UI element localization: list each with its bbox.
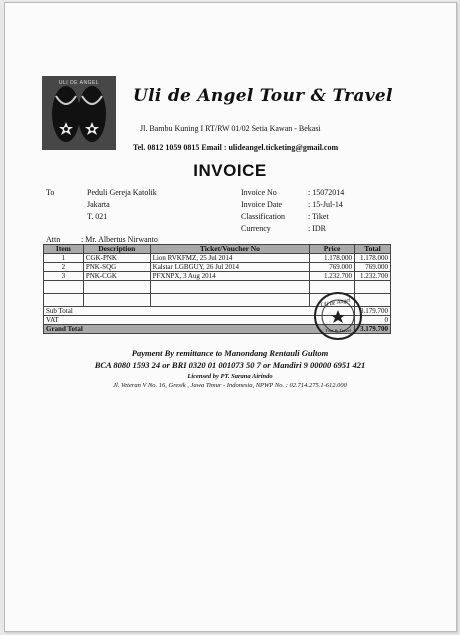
table-row (44, 254, 391, 263)
currency-value: : IDR (308, 224, 326, 233)
to-line: T. 021 (87, 212, 108, 221)
invoice-no-value: : 15072014 (308, 188, 345, 197)
to-line: Jakarta (87, 200, 110, 209)
table-row (44, 263, 391, 272)
header-total: Total (355, 245, 391, 254)
grand-total-label: Grand Total (44, 325, 355, 334)
row-ticket: PFXNPX, 3 Aug 2014 (150, 272, 309, 281)
attn-label: Attn (46, 235, 61, 244)
row-price: 769.000 (310, 263, 355, 272)
row-ticket: Kalstar LGBGUY, 26 Jul 2014 (150, 263, 309, 272)
row-description: CGK-PNK (83, 254, 150, 263)
to-line: Peduli Gereja Katolik (87, 188, 157, 197)
row-item: 3 (44, 272, 84, 281)
invoice-date-label: Invoice Date (241, 200, 283, 209)
row-price: 1.232.700 (310, 272, 355, 281)
row-total: 1.178.000 (355, 254, 391, 263)
classification-label: Classification (241, 212, 285, 221)
company-address: Jl. Bambu Kuning I RT/RW 01/02 Setia Kawan - Bekasi (140, 124, 321, 133)
sandals-logo-icon (42, 76, 116, 150)
vat-value: 0 (355, 316, 391, 325)
row-description: PNK-SQG (83, 263, 150, 272)
to-label: To (46, 188, 55, 197)
subtotal-value: 3.179.700 (355, 307, 391, 316)
invoice-no-label: Invoice No (241, 188, 277, 197)
bank-accounts: BCA 8080 1593 24 or BRI 0320 01 001073 50 7 or Mandiri 9 00000 6951 421 (94, 360, 366, 370)
row-price: 1.178.000 (310, 254, 355, 263)
stamp-seal-icon (312, 290, 364, 342)
row-total: 1.232.700 (355, 272, 391, 281)
subtotal-label: Sub Total (44, 307, 355, 316)
svg-text:Tour & Travel: Tour & Travel (325, 328, 351, 333)
logo-text: ULI DE ANGEL (58, 80, 100, 86)
grand-total-value: 3.179.700 (355, 325, 391, 334)
header-description: Description (83, 245, 150, 254)
company-contact: Tel. 0812 1059 0815 Email : ulideangel.ticketing@gmail.com (133, 143, 339, 152)
classification-value: : Tiket (308, 212, 329, 221)
company-name: Uli de Angel Tour & Travel (133, 86, 393, 106)
row-ticket: Lion RVKFMZ, 25 Jul 2014 (150, 254, 309, 263)
attn-value: : Mr. Albertus Nirwanto (81, 235, 158, 244)
row-item: 1 (44, 254, 84, 263)
table-header-row (44, 245, 391, 254)
company-logo (42, 76, 116, 150)
currency-label: Currency (241, 224, 271, 233)
invoice-title: INVOICE (193, 161, 267, 180)
company-stamp (312, 290, 364, 342)
invoice-date-value: : 15-Jul-14 (308, 200, 343, 209)
svg-text:Uli de Angel: Uli de Angel (320, 297, 352, 309)
vat-label: VAT (44, 316, 355, 325)
header-price: Price (310, 245, 355, 254)
license-address: Jl. Veteran V No. 16, Gresik , Jawa Timur - Indonesia, NPWP No. : 02.714.275.1-612.000 (113, 382, 347, 389)
table-row (44, 272, 391, 281)
licensed-by: Licensed by PT. Sarana Airindo (187, 373, 273, 380)
row-description: PNK-CGK (83, 272, 150, 281)
row-item: 2 (44, 263, 84, 272)
header-item: Item (44, 245, 84, 254)
row-total: 769.000 (355, 263, 391, 272)
header-ticket: Ticket/Voucher No (150, 245, 309, 254)
payment-note: Payment By remittance to Manondang Rentauli Gultom (131, 348, 329, 358)
